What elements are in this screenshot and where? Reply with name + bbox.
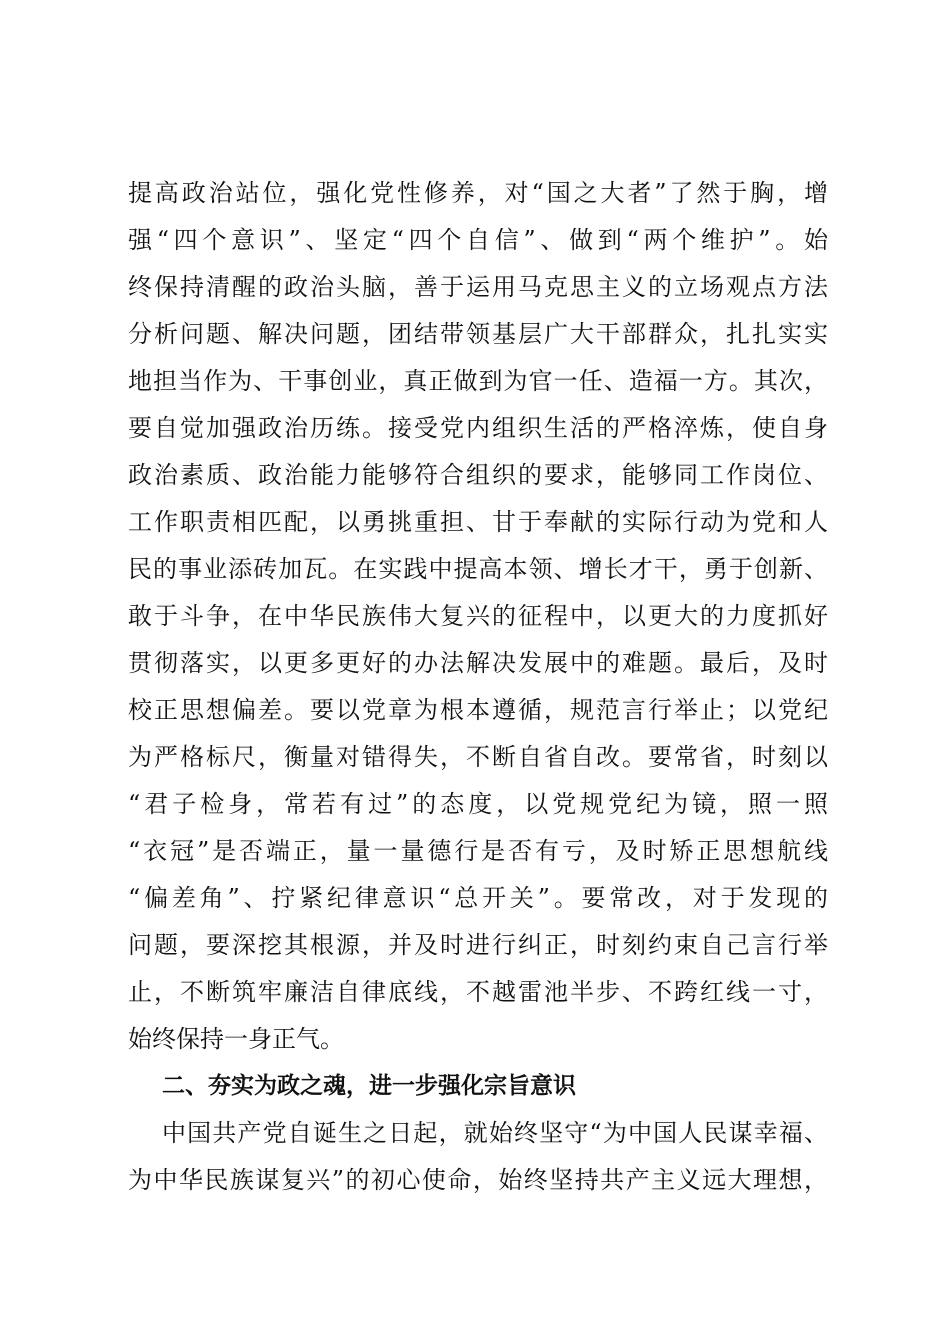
text-line: 分析问题、解决问题，团结带领基层广大干部群众，扎扎实实 — [128, 320, 828, 348]
text-line: “偏差角”、拧紧纪律意识“总开关”。要常改，对于发现的 — [128, 884, 828, 912]
text-line: 贯彻落实，以更多更好的办法解决发展中的难题。最后，及时 — [128, 649, 828, 677]
section-heading: 二、夯实为政之魂，进一步强化宗旨意识 — [162, 1073, 576, 1099]
text-line: 地担当作为、干事创业，真正做到为官一任、造福一方。其次， — [128, 367, 828, 395]
text-line: “衣冠”是否端正，量一量德行是否有亏，及时矫正思想航线 — [128, 837, 828, 865]
text-line: 工作职责相匹配，以勇挑重担、甘于奉献的实际行动为党和人 — [128, 508, 828, 536]
text-line: 终保持清醒的政治头脑，善于运用马克思主义的立场观点方法 — [128, 273, 828, 301]
text-line: 提高政治站位，强化党性修养，对“国之大者”了然于胸，增 — [128, 179, 828, 207]
text-line: 民的事业添砖加瓦。在实践中提高本领、增长才干，勇于创新、 — [128, 555, 828, 583]
text-line: 校正思想偏差。要以党章为根本遵循，规范言行举止；以党纪 — [128, 696, 828, 724]
text-line: 止，不断筑牢廉洁自律底线，不越雷池半步、不跨红线一寸， — [128, 978, 828, 1006]
text-line: 政治素质、政治能力能够符合组织的要求，能够同工作岗位、 — [128, 461, 828, 489]
text-line: 强“四个意识”、坚定“四个自信”、做到“两个维护”。始 — [128, 226, 828, 254]
text-line: 问题，要深挖其根源，并及时进行纠正，时刻约束自己言行举 — [128, 931, 828, 959]
text-line: “君子检身，常若有过”的态度，以党规党纪为镜，照一照 — [128, 790, 828, 818]
text-line: 中国共产党自诞生之日起，就始终坚守“为中国人民谋幸福、 — [162, 1119, 828, 1147]
text-line: 始终保持一身正气。 — [128, 1025, 344, 1053]
text-line: 敢于斗争，在中华民族伟大复兴的征程中，以更大的力度抓好 — [128, 602, 828, 630]
paragraph-1 — [128, 170, 828, 1063]
document-body — [128, 170, 828, 1204]
text-line: 为严格标尺，衡量对错得失，不断自省自改。要常省，时刻以 — [128, 743, 828, 771]
text-line: 要自觉加强政治历练。接受党内组织生活的严格淬炼，使自身 — [128, 414, 828, 442]
paragraph-2 — [128, 1110, 828, 1204]
text-line: 为中华民族谋复兴”的初心使命，始终坚持共产主义远大理想， — [128, 1166, 828, 1194]
